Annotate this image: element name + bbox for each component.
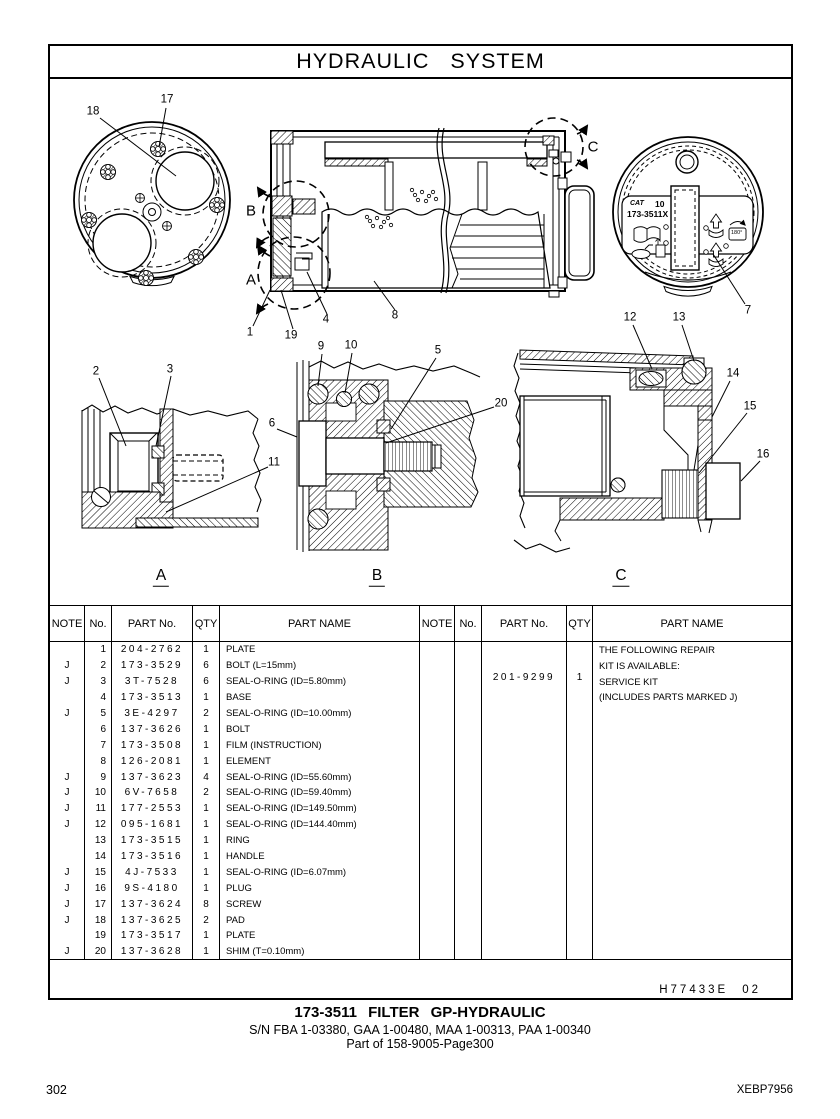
- callout-7: 7: [744, 304, 752, 317]
- table-row: [50, 690, 419, 706]
- table-row: [50, 785, 419, 801]
- callout-9: 9: [317, 340, 325, 353]
- header-part-name: PART NAME: [660, 617, 724, 630]
- service-kit-row: [420, 642, 791, 959]
- cell-part-no: 6V-7658: [112, 785, 193, 801]
- cell-qty: 2: [193, 706, 220, 722]
- cell-note: [50, 721, 85, 737]
- service-kit-qty: 1: [567, 642, 593, 959]
- cell-part-no: 126-2081: [112, 753, 193, 769]
- cell-part-name: PAD: [226, 914, 245, 926]
- cell-qty: 1: [193, 690, 220, 706]
- callout-16: 16: [756, 448, 770, 461]
- table-row: [50, 706, 419, 722]
- cell-part-no: 137-3626: [112, 721, 193, 737]
- table-row: [50, 674, 419, 690]
- cell-part-name: BASE: [226, 692, 252, 704]
- callout-10: 10: [344, 339, 358, 352]
- cell-note: J: [50, 674, 85, 690]
- cell-note: J: [50, 864, 85, 880]
- cell-part-name: FILM (INSTRUCTION): [226, 739, 322, 751]
- footer-part-title: 173-3511 FILTER GP-HYDRAULIC: [294, 1004, 546, 1021]
- cell-no: 19: [85, 928, 112, 944]
- callout-C: C: [587, 138, 599, 156]
- cell-part-name: SEAL-O-RING (ID=149.50mm): [226, 803, 357, 815]
- cell-no: 3: [85, 674, 112, 690]
- cell-note: [50, 833, 85, 849]
- cell-part-name: SEAL-O-RING (ID=144.40mm): [226, 819, 357, 831]
- cell-part-name: PLATE: [226, 930, 256, 942]
- callout-3: 3: [166, 363, 174, 376]
- table-row: [50, 849, 419, 865]
- service-kit-line: KIT IS AVAILABLE:: [599, 660, 680, 672]
- cell-qty: 6: [193, 674, 220, 690]
- cell-qty: 1: [193, 880, 220, 896]
- parts-table: [50, 605, 791, 960]
- cell-part-name: PLUG: [226, 882, 252, 894]
- parts-rows-left: [50, 642, 419, 960]
- cell-qty: 4: [193, 769, 220, 785]
- cell-part-name: PLATE: [226, 644, 256, 656]
- cell-no: 20: [85, 944, 112, 960]
- cell-no: 13: [85, 833, 112, 849]
- cell-part-name: SEAL-O-RING (ID=6.07mm): [226, 866, 347, 878]
- cell-part-no: 173-3508: [112, 737, 193, 753]
- table-row: [50, 880, 419, 896]
- header-no: No.: [85, 606, 112, 641]
- cell-part-name: BOLT: [226, 723, 251, 735]
- cell-part-no: 137-3625: [112, 912, 193, 928]
- cell-part-no: 173-3529: [112, 658, 193, 674]
- table-row: [50, 801, 419, 817]
- cell-note: J: [50, 944, 85, 960]
- cell-note: J: [50, 785, 85, 801]
- section-label-B: B: [369, 568, 385, 587]
- cell-qty: 1: [193, 864, 220, 880]
- cell-no: 15: [85, 864, 112, 880]
- callout-2: 2: [92, 365, 100, 378]
- doc-code-text: H77433E: [659, 984, 729, 996]
- cell-no: 6: [85, 721, 112, 737]
- table-row: [50, 944, 419, 960]
- cell-part-name: SHIM (T=0.10mm): [226, 946, 305, 958]
- callout-14: 14: [726, 367, 740, 380]
- callout-A: A: [245, 271, 257, 289]
- cell-note: [50, 928, 85, 944]
- cell-note: J: [50, 912, 85, 928]
- cell-part-no: 3E-4297: [112, 706, 193, 722]
- cell-part-name: SEAL-O-RING (ID=10.00mm): [226, 708, 352, 719]
- cell-no: 5: [85, 706, 112, 722]
- cell-qty: 1: [193, 721, 220, 737]
- callout-4: 4: [322, 313, 330, 326]
- cell-qty: 1: [193, 833, 220, 849]
- section-label-C: C: [612, 568, 629, 587]
- cell-note: J: [50, 896, 85, 912]
- parts-table-left: [50, 606, 420, 959]
- table-row: [50, 864, 419, 880]
- cell-part-name: ELEMENT: [226, 755, 271, 767]
- cell-no: 11: [85, 801, 112, 817]
- page-title: HYDRAULIC SYSTEM: [50, 46, 791, 79]
- header-part-no: PART No.: [112, 606, 193, 641]
- cell-qty: 1: [193, 801, 220, 817]
- cell-note: J: [50, 658, 85, 674]
- callout-12: 12: [623, 311, 637, 324]
- callout-13: 13: [672, 311, 686, 324]
- doc-revision: 02: [742, 984, 761, 996]
- cap-rotate-label: 180°: [731, 230, 743, 236]
- header-note: NOTE: [50, 606, 85, 641]
- cell-part-no: 137-3623: [112, 769, 193, 785]
- callout-6: 6: [268, 417, 276, 430]
- cell-no: 9: [85, 769, 112, 785]
- cell-part-no: 204-2762: [112, 642, 193, 658]
- cell-no: 16: [85, 880, 112, 896]
- cell-note: [50, 753, 85, 769]
- table-row: [50, 833, 419, 849]
- cell-note: J: [50, 880, 85, 896]
- header-part-no: PART No.: [482, 606, 567, 641]
- cell-note: J: [50, 801, 85, 817]
- cell-part-no: 173-3517: [112, 928, 193, 944]
- cell-part-name: SCREW: [226, 898, 262, 910]
- cell-part-name: SEAL-O-RING (ID=59.40mm): [226, 787, 352, 799]
- cell-part-no: 173-3516: [112, 849, 193, 865]
- table-row: [50, 769, 419, 785]
- callout-17: 17: [160, 93, 174, 106]
- callout-15: 15: [743, 400, 757, 413]
- cell-no: 8: [85, 753, 112, 769]
- table-row: [50, 896, 419, 912]
- callout-1: 1: [246, 326, 254, 339]
- cell-part-no: 9S-4180: [112, 880, 193, 896]
- header-no: No.: [455, 606, 482, 641]
- cell-part-no: 095-1681: [112, 817, 193, 833]
- section-label-A: A: [153, 568, 169, 587]
- table-row: [50, 642, 419, 658]
- parts-table-right: [420, 606, 791, 959]
- cell-qty: 6: [193, 658, 220, 674]
- cell-no: 17: [85, 896, 112, 912]
- cell-part-name: RING: [226, 835, 250, 847]
- callout-20: 20: [494, 397, 508, 410]
- cell-qty: 1: [193, 753, 220, 769]
- cell-part-no: 137-3624: [112, 896, 193, 912]
- cell-note: [420, 642, 455, 959]
- cell-no: [455, 642, 482, 959]
- cell-part-no: 4J-7533: [112, 864, 193, 880]
- cell-part-no: 137-3628: [112, 944, 193, 960]
- table-row: [50, 928, 419, 944]
- service-kit-part-no: 201-9299: [482, 642, 567, 959]
- table-row: [50, 753, 419, 769]
- callout-5: 5: [434, 344, 442, 357]
- cell-qty: 1: [193, 944, 220, 960]
- cell-part-name: SEAL-O-RING (ID=55.60mm): [226, 771, 352, 783]
- header-qty: QTY: [193, 606, 220, 641]
- footer-part-of: Part of 158-9005-Page300: [346, 1037, 494, 1051]
- table-row: [50, 737, 419, 753]
- cell-qty: 8: [193, 896, 220, 912]
- service-kit-line: (INCLUDES PARTS MARKED J): [599, 692, 738, 704]
- cell-no: 4: [85, 690, 112, 706]
- cell-part-name: SEAL-O-RING (ID=5.80mm): [226, 676, 347, 688]
- cell-no: 1: [85, 642, 112, 658]
- callout-19: 19: [284, 329, 298, 342]
- cell-note: J: [50, 817, 85, 833]
- media-number: XEBP7956: [736, 1084, 793, 1096]
- service-kit-line: THE FOLLOWING REPAIR: [599, 645, 715, 656]
- footer-serial-numbers: S/N FBA 1-03380, GAA 1-00480, MAA 1-00313, PAA 1-00340: [249, 1023, 591, 1037]
- cell-note: [50, 642, 85, 658]
- table-row: [50, 817, 419, 833]
- service-kit-line: SERVICE KIT: [599, 676, 658, 688]
- table-header-left: [50, 606, 419, 642]
- cap-part-number: 173-3511X: [627, 209, 669, 219]
- cell-no: 14: [85, 849, 112, 865]
- cell-note: [50, 849, 85, 865]
- cell-qty: 1: [193, 817, 220, 833]
- header-part-name: PART NAME: [288, 617, 351, 630]
- table-header-right: [420, 606, 791, 642]
- cell-qty: 1: [193, 928, 220, 944]
- cell-part-no: 173-3513: [112, 690, 193, 706]
- cell-no: 7: [85, 737, 112, 753]
- cell-qty: 2: [193, 912, 220, 928]
- callout-8: 8: [391, 309, 399, 322]
- cell-part-no: 177-2553: [112, 801, 193, 817]
- callout-B: B: [245, 202, 257, 220]
- callout-11: 11: [268, 456, 280, 469]
- cell-note: [50, 690, 85, 706]
- sheet-border: [48, 44, 793, 1000]
- table-row: [50, 658, 419, 674]
- cell-part-no: 3T-7528: [112, 674, 193, 690]
- cell-part-no: 173-3515: [112, 833, 193, 849]
- cell-qty: 1: [193, 737, 220, 753]
- header-qty: QTY: [567, 606, 593, 641]
- cell-qty: 1: [193, 849, 220, 865]
- cell-note: J: [50, 706, 85, 722]
- document-code: [659, 984, 761, 996]
- table-row: [50, 912, 419, 928]
- cell-note: [50, 737, 85, 753]
- service-kit-name: [593, 642, 791, 959]
- cell-no: 18: [85, 912, 112, 928]
- page-number: 302: [46, 1083, 67, 1097]
- cell-part-name: HANDLE: [226, 851, 265, 863]
- cell-no: 12: [85, 817, 112, 833]
- cell-note: J: [50, 769, 85, 785]
- cap-brand-label: CAT: [630, 200, 644, 207]
- cap-model-number: 10: [655, 199, 665, 209]
- cell-no: 10: [85, 785, 112, 801]
- header-note: NOTE: [420, 606, 455, 641]
- table-row: [50, 721, 419, 737]
- cell-part-name: BOLT (L=15mm): [226, 660, 297, 672]
- cell-qty: 2: [193, 785, 220, 801]
- cell-no: 2: [85, 658, 112, 674]
- callout-18: 18: [86, 105, 100, 118]
- cell-qty: 1: [193, 642, 220, 658]
